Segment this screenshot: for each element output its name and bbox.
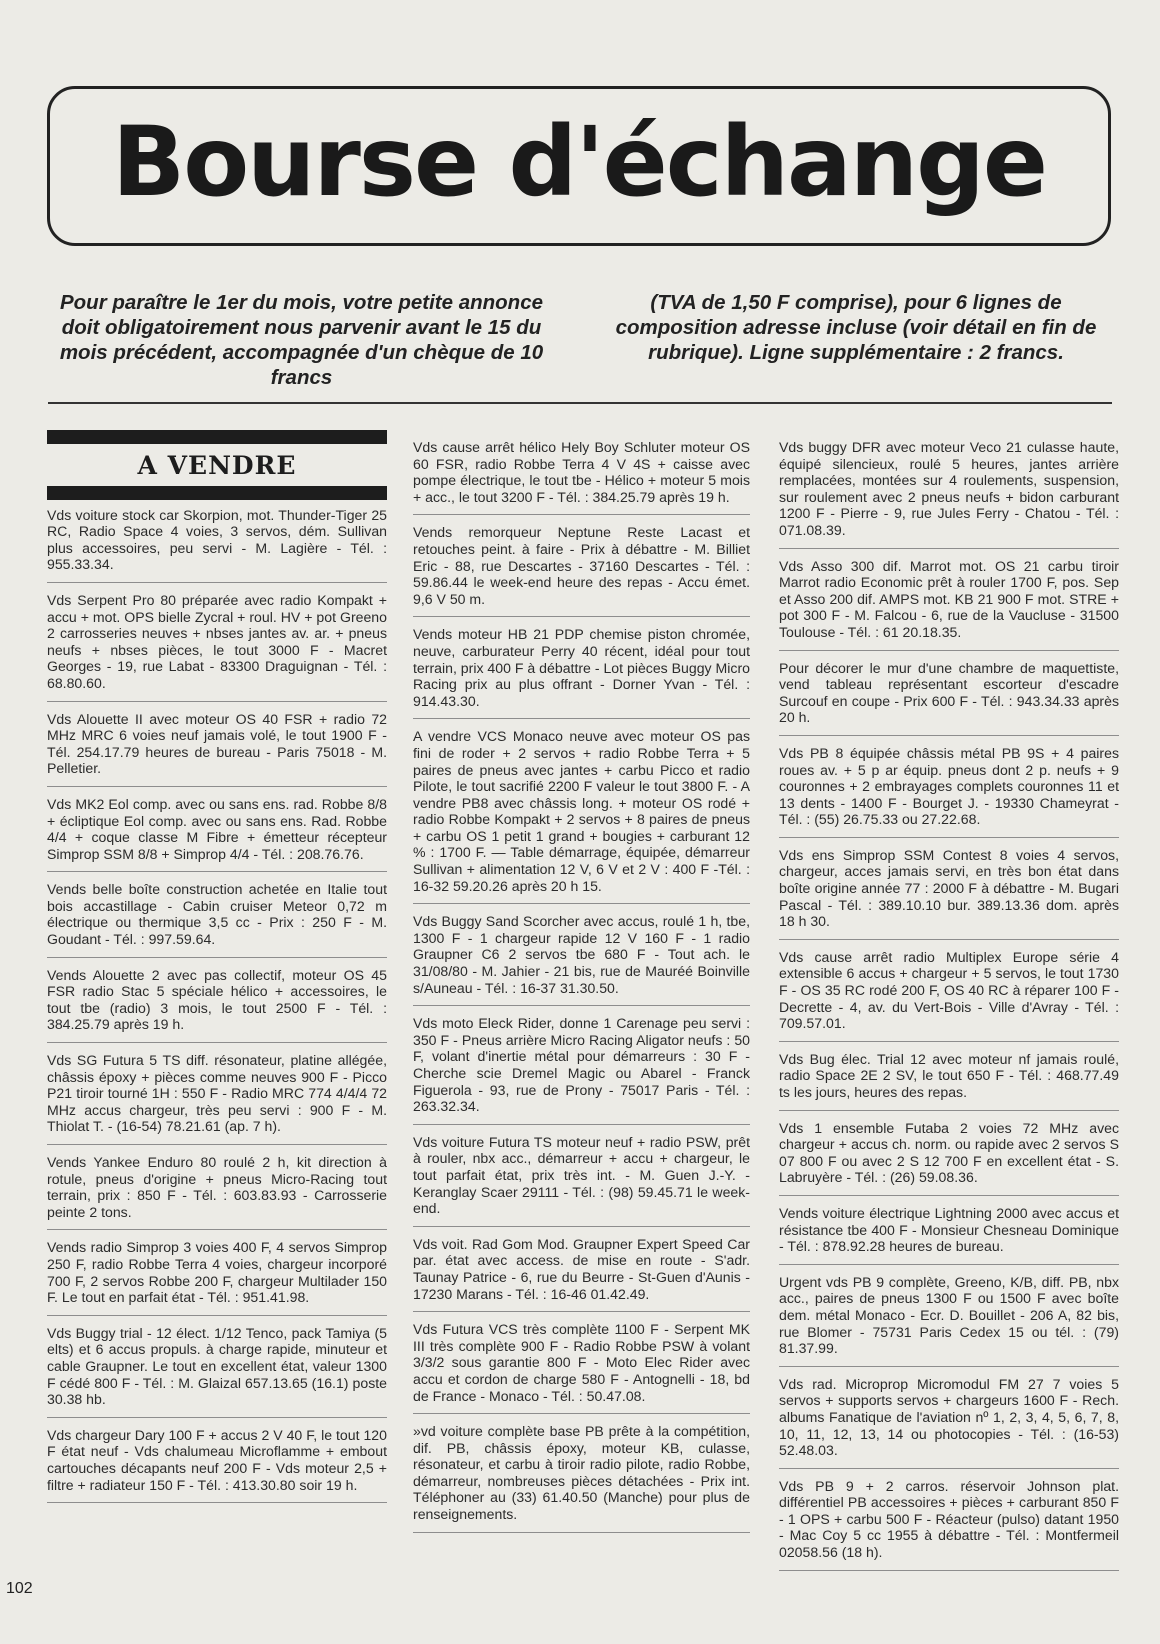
classified-ad: Vends moteur HB 21 PDP chemise piston chromée, neuve, carburateur Perry 40 récent, idéal pour tout terrain, prix 400 F à débattre - Lot pièces Buggy Micro Racing prix au plus offrant - Dorner Yvan - Tél. : 914.43.30. bbox=[413, 617, 750, 719]
column-2-ads bbox=[413, 432, 750, 1533]
classified-ad: Vends voiture électrique Lightning 2000 avec accus et résistance tbe 400 F - Monsieur Chesneau Dominique - Tél. : 878.92.28 heures de bureau. bbox=[779, 1196, 1119, 1265]
classified-ad: Vends belle boîte construction achetée en Italie tout bois accastillage - Cabin cruiser Meteor 0,72 m électrique ou thermique 3,5 cc - Prix : 250 F - M. Goudant - Tél. : 997.59.64. bbox=[47, 872, 387, 957]
classified-ad: Vds voiture Futura TS moteur neuf + radio PSW, prêt à rouler, nbx acc., démarreur + accu + chargeur, le tout parfait état, prix très int. - M. Guen J.-Y. - Keranglay Scaer 29111 - Tél. : (98) 59.45.71 le week-end. bbox=[413, 1125, 750, 1227]
classified-ad: A vendre VCS Monaco neuve avec moteur OS pas fini de roder + 2 servos + radio Robbe Terra + 5 paires de pneus avec jantes + carbu Picco et radio Pilote, le tout sacrifié 2200 F valeur le tout 3800 F. - A vendre PB8 avec châssis long. + moteur OS rodé + radio Robbe Kompakt + 2 servos + 8 paires de pneus + carbu OS 1 petit 1 grand + bougies + carburant 12 % : 1700 F. — Table démarrage, équipée, démarreur Sullivan + alimentation 12 V, 6 V et 2 V : 400 F -Tél. : 16-32 59.20.26 après 20 h 15. bbox=[413, 719, 750, 904]
classified-ad: Vends radio Simprop 3 voies 400 F, 4 servos Simprop 250 F, radio Robbe Terra 4 voies, chargeur incorporé 700 F, 2 servos Robbe 200 F, chargeur Multilader 150 F. Le tout en parfait état - Tél. : 951.41.98. bbox=[47, 1230, 387, 1315]
page-title: Bourse d'échange bbox=[112, 106, 1046, 218]
classified-ad: Vds buggy DFR avec moteur Veco 21 culasse haute, équipé silencieux, roulé 5 heures, jantes arrière remplacées, montées sur 4 roulements, suspension, sur roulement avec 2 pneus neufs + bidon carburant 1200 F - Pierre - 9, rue Jules Ferry - Chatou - Tél. : 071.08.39. bbox=[779, 432, 1119, 549]
classified-ad: Vds voiture stock car Skorpion, mot. Thunder-Tiger 25 RC, Radio Space 4 voies, 3 servos, dém. Sullivan plus accessoires, peu servi - M. Lagière - Tél. : 955.33.34. bbox=[47, 500, 387, 583]
column-1-ads bbox=[47, 500, 387, 1504]
intro-text-left: Pour paraître le 1er du mois, votre petite annonce doit obligatoirement nous parvenir avant le 15 du mois précédent, accompagnée d'un chèque de 10 francs bbox=[59, 291, 544, 389]
classified-ad: Vds chargeur Dary 100 F + accus 2 V 40 F, le tout 120 F état neuf - Vds chalumeau Microflamme + embout cartouches décapants neuf 200 F - Vds moteur 2,5 + filtre + radiateur 150 F - Tél. : 413.30.80 soir 19 h. bbox=[47, 1418, 387, 1503]
classified-ad: Vds MK2 Eol comp. avec ou sans ens. rad. Robbe 8/8 + écliptique Eol comp. avec ou sans ens. Rad. Robbe 4/4 + coque classe M Fibre + émetteur récepteur Simprop SSM 8/8 + Simprop 4/4 - Tél. : 208.76.76. bbox=[47, 787, 387, 872]
classified-ad: Vds Futura VCS très complète 1100 F - Serpent MK III très complète 900 F - Radio Robbe PSW à volant 3/3/2 sous garantie 800 F - Moto Elec Rider avec accu et cordon de charge 580 F - Antognelli - 18, bd de France - Monaco - Tél. : 50.47.08. bbox=[413, 1312, 750, 1414]
classified-ad: Vds Asso 300 dif. Marrot mot. OS 21 carbu tiroir Marrot radio Economic prêt à rouler 1700 F, pos. Sep et Asso 200 dif. AMPS mot. KB 21 900 F mot. STRE + pot 300 F - M. Falcou - 6, rue de la Vaucluse - 31500 Toulouse - Tél. : 61 20.18.35. bbox=[779, 549, 1119, 651]
heading-bar-top bbox=[47, 430, 387, 444]
classified-ad: Vds voit. Rad Gom Mod. Graupner Expert Speed Car par. état avec access. de mise en route - S'adr. Taunay Patrice - 6, rue du Beurre - St-Guen d'Aunis - 17230 Marans - Tél. : 16-46 01.42.49. bbox=[413, 1227, 750, 1312]
classified-ad: Vds Alouette II avec moteur OS 40 FSR + radio 72 MHz MRC 6 voies neuf jamais volé, le tout 1900 F - Tél. 254.17.79 heures de bureau - Paris 75018 - M. Pelletier. bbox=[47, 702, 387, 787]
column-3 bbox=[779, 432, 1119, 1571]
classified-ad: Vds cause arrêt hélico Hely Boy Schluter moteur OS 60 FSR, radio Robbe Terra 4 V 4S + caisse avec pompe électrique, le tout tbe - Hélico + moteur 5 mois + acc., le tout 3200 F - Tél. : 384.25.79 après 19 h. bbox=[413, 432, 750, 515]
section-heading: A VENDRE bbox=[137, 451, 297, 480]
classified-ad: Urgent vds PB 9 complète, Greeno, K/B, diff. PB, nbx acc., paires de pneus 1300 F ou 1500 F avec boîte dem. métal Monaco - Ecr. D. Bouillet - 206 A, 82 bis, rue Blomer - 75731 Paris Cedex 15 ou tél. : (79) 81.37.99. bbox=[779, 1265, 1119, 1367]
classified-ad: Vends Yankee Enduro 80 roulé 2 h, kit direction à rotule, pneus d'origine + pneus Micro-Racing tout terrain, prix : 850 F - Tél. : 603.83.93 - Carrosserie peinte 2 tons. bbox=[47, 1145, 387, 1230]
classified-ad: »vd voiture complète base PB prête à la compétition, dif. PB, châssis époxy, moteur KB, culasse, résonateur, et carbu à tiroir radio pilote, radio Robbe, démarreur, nombreuses pièces détachées - Prix int. Téléphoner au (33) 61.40.50 (Manche) pour plus de renseignements. bbox=[413, 1414, 750, 1533]
classified-ad: Vds Bug élec. Trial 12 avec moteur nf jamais roulé, radio Space 2E 2 SV, le tout 650 F - Tél. : 468.77.49 ts les jours, heures des repas. bbox=[779, 1042, 1119, 1111]
heading-bar-bottom bbox=[47, 486, 387, 500]
classified-ad: Vds Buggy Sand Scorcher avec accus, roulé 1 h, tbe, 1300 F - 1 chargeur rapide 12 V 160 F - 1 radio Graupner C6 2 servos tbe 680 F - Tout ach. le 31/08/80 - M. Jahier - 21 bis, rue de Mauréé Boinville s/Auneau - Tél. : 16-37 31.30.50. bbox=[413, 904, 750, 1006]
classified-ad: Vds Serpent Pro 80 préparée avec radio Kompakt + accu + mot. OPS bielle Zycral + roul. HV + pot Greeno 2 carrosseries neuves + nbses jantes av. ar. + pneus neufs + nbses pièces, le tout 3000 F - Macret Georges - 19, rue Labat - 83300 Draguignan - Tél. : 68.80.60. bbox=[47, 583, 387, 702]
column-2 bbox=[413, 432, 750, 1533]
classified-ad: Vds 1 ensemble Futaba 2 voies 72 MHz avec chargeur + accus ch. norm. ou rapide avec 2 servos S 07 800 F ou avec 2 S 12 700 F en excellent état - S. Labruyère - Tél. : (26) 59.08.36. bbox=[779, 1111, 1119, 1196]
title-frame bbox=[47, 86, 1111, 246]
classified-ad: Vds PB 9 + 2 carros. réservoir Johnson plat. différentiel PB accessoires + pièces + carburant 850 F - 1 OPS + carbu 500 F - Réacteur (pulso) datant 1950 - Mac Coy 5 cc 1955 à débattre - Tél. : Montfermeil 02058.56 (18 h). bbox=[779, 1469, 1119, 1571]
classified-ad: Vends remorqueur Neptune Reste Lacast et retouches peint. à faire - Prix à débattre - M. Billiet Eric - 88, rue Descartes - 37160 Descartes - Tél. : 59.86.44 le week-end heure des repas - Accu émet. 9,6 V 50 m. bbox=[413, 515, 750, 617]
classified-ad: Vds rad. Microprop Micromodul FM 27 7 voies 5 servos + supports servos + chargeurs 1600 F - Rech. albums Fanatique de l'aviation nº 1, 2, 3, 4, 5, 6, 7, 8, 10, 11, 12, 13, 14 ou photocopies - Tél. : (16-53) 52.48.03. bbox=[779, 1367, 1119, 1469]
classified-ad: Vds Buggy trial - 12 élect. 1/12 Tenco, pack Tamiya (5 elts) et 6 accus propuls. à charge rapide, minuteur et cable Graupner. Le tout en excellent état, valeur 1300 F cédé 800 F - Tél. : M. Glaizal 657.13.65 (16.1) poste 30.38 hb. bbox=[47, 1316, 387, 1418]
classified-ad: Vds SG Futura 5 TS diff. résonateur, platine allégée, châssis époxy + pièces comme neuves 900 F - Picco P21 tiroir tourné 1H : 550 F - Radio MRC 774 4/4/4 72 MHz accus chargeur, très peu servi : 900 F - M. Thiolat T. - (16-54) 78.21.61 (ap. 7 h). bbox=[47, 1043, 387, 1145]
column-3-ads bbox=[779, 432, 1119, 1571]
column-1 bbox=[47, 430, 387, 1503]
classified-ad: Vds cause arrêt radio Multiplex Europe série 4 extensible 6 accus + chargeur + 5 servos, le tout 1730 F - OS 35 RC rodé 200 F, OS 40 RC à réparer 100 F - Decrette - 4, av. du Vert-Bois - Ville d'Avray - Tél. : 709.57.01. bbox=[779, 940, 1119, 1042]
classified-ad: Vds PB 8 équipée châssis métal PB 9S + 4 paires roues av. + 5 p ar équip. pneus dont 2 p. neufs + 9 couronnes + 2 embrayages complets couronnes 11 et 13 dents - 1400 F - Bourget J. - 19330 Chameyrat - Tél. : (55) 26.75.33 ou 27.22.68. bbox=[779, 736, 1119, 838]
classified-ad: Vends Alouette 2 avec pas collectif, moteur OS 45 FSR radio Stac 5 spéciale hélico + accessoires, le tout tbe (radio) 3 mois, le tout 2500 F - Tél. : 384.25.79 après 19 h. bbox=[47, 958, 387, 1043]
intro-text-right: (TVA de 1,50 F comprise), pour 6 lignes de composition adresse incluse (voir détail en fin de rubrique). Ligne supplémentaire : 2 francs. bbox=[615, 291, 1097, 364]
header-rule bbox=[48, 402, 1112, 404]
classified-ad: Vds moto Eleck Rider, donne 1 Carenage peu servi : 350 F - Pneus arrière Micro Racing Aligator neufs : 50 F, volant d'inertie métal pour démarreurs : 30 F - Cherche scie Dremel Magic ou Abarel - Franck Figuerola - 93, rue de Prony - 75017 Paris - Tél. : 263.32.34. bbox=[413, 1006, 750, 1125]
page-number: 102 bbox=[6, 1580, 33, 1597]
classified-ad: Pour décorer le mur d'une chambre de maquettiste, vend tableau représentant escorteur d'escadre Surcouf en coupe - Prix 600 F - Tél. : 943.34.33 après 20 h. bbox=[779, 651, 1119, 736]
classified-ad: Vds ens Simprop SSM Contest 8 voies 4 servos, chargeur, acces jamais servi, en très bon état dans boîte origine année 77 : 2000 F à débattre - M. Bugari Pascal - Tél. : 389.10.10 bur. 389.13.36 dom. après 18 h 30. bbox=[779, 838, 1119, 940]
